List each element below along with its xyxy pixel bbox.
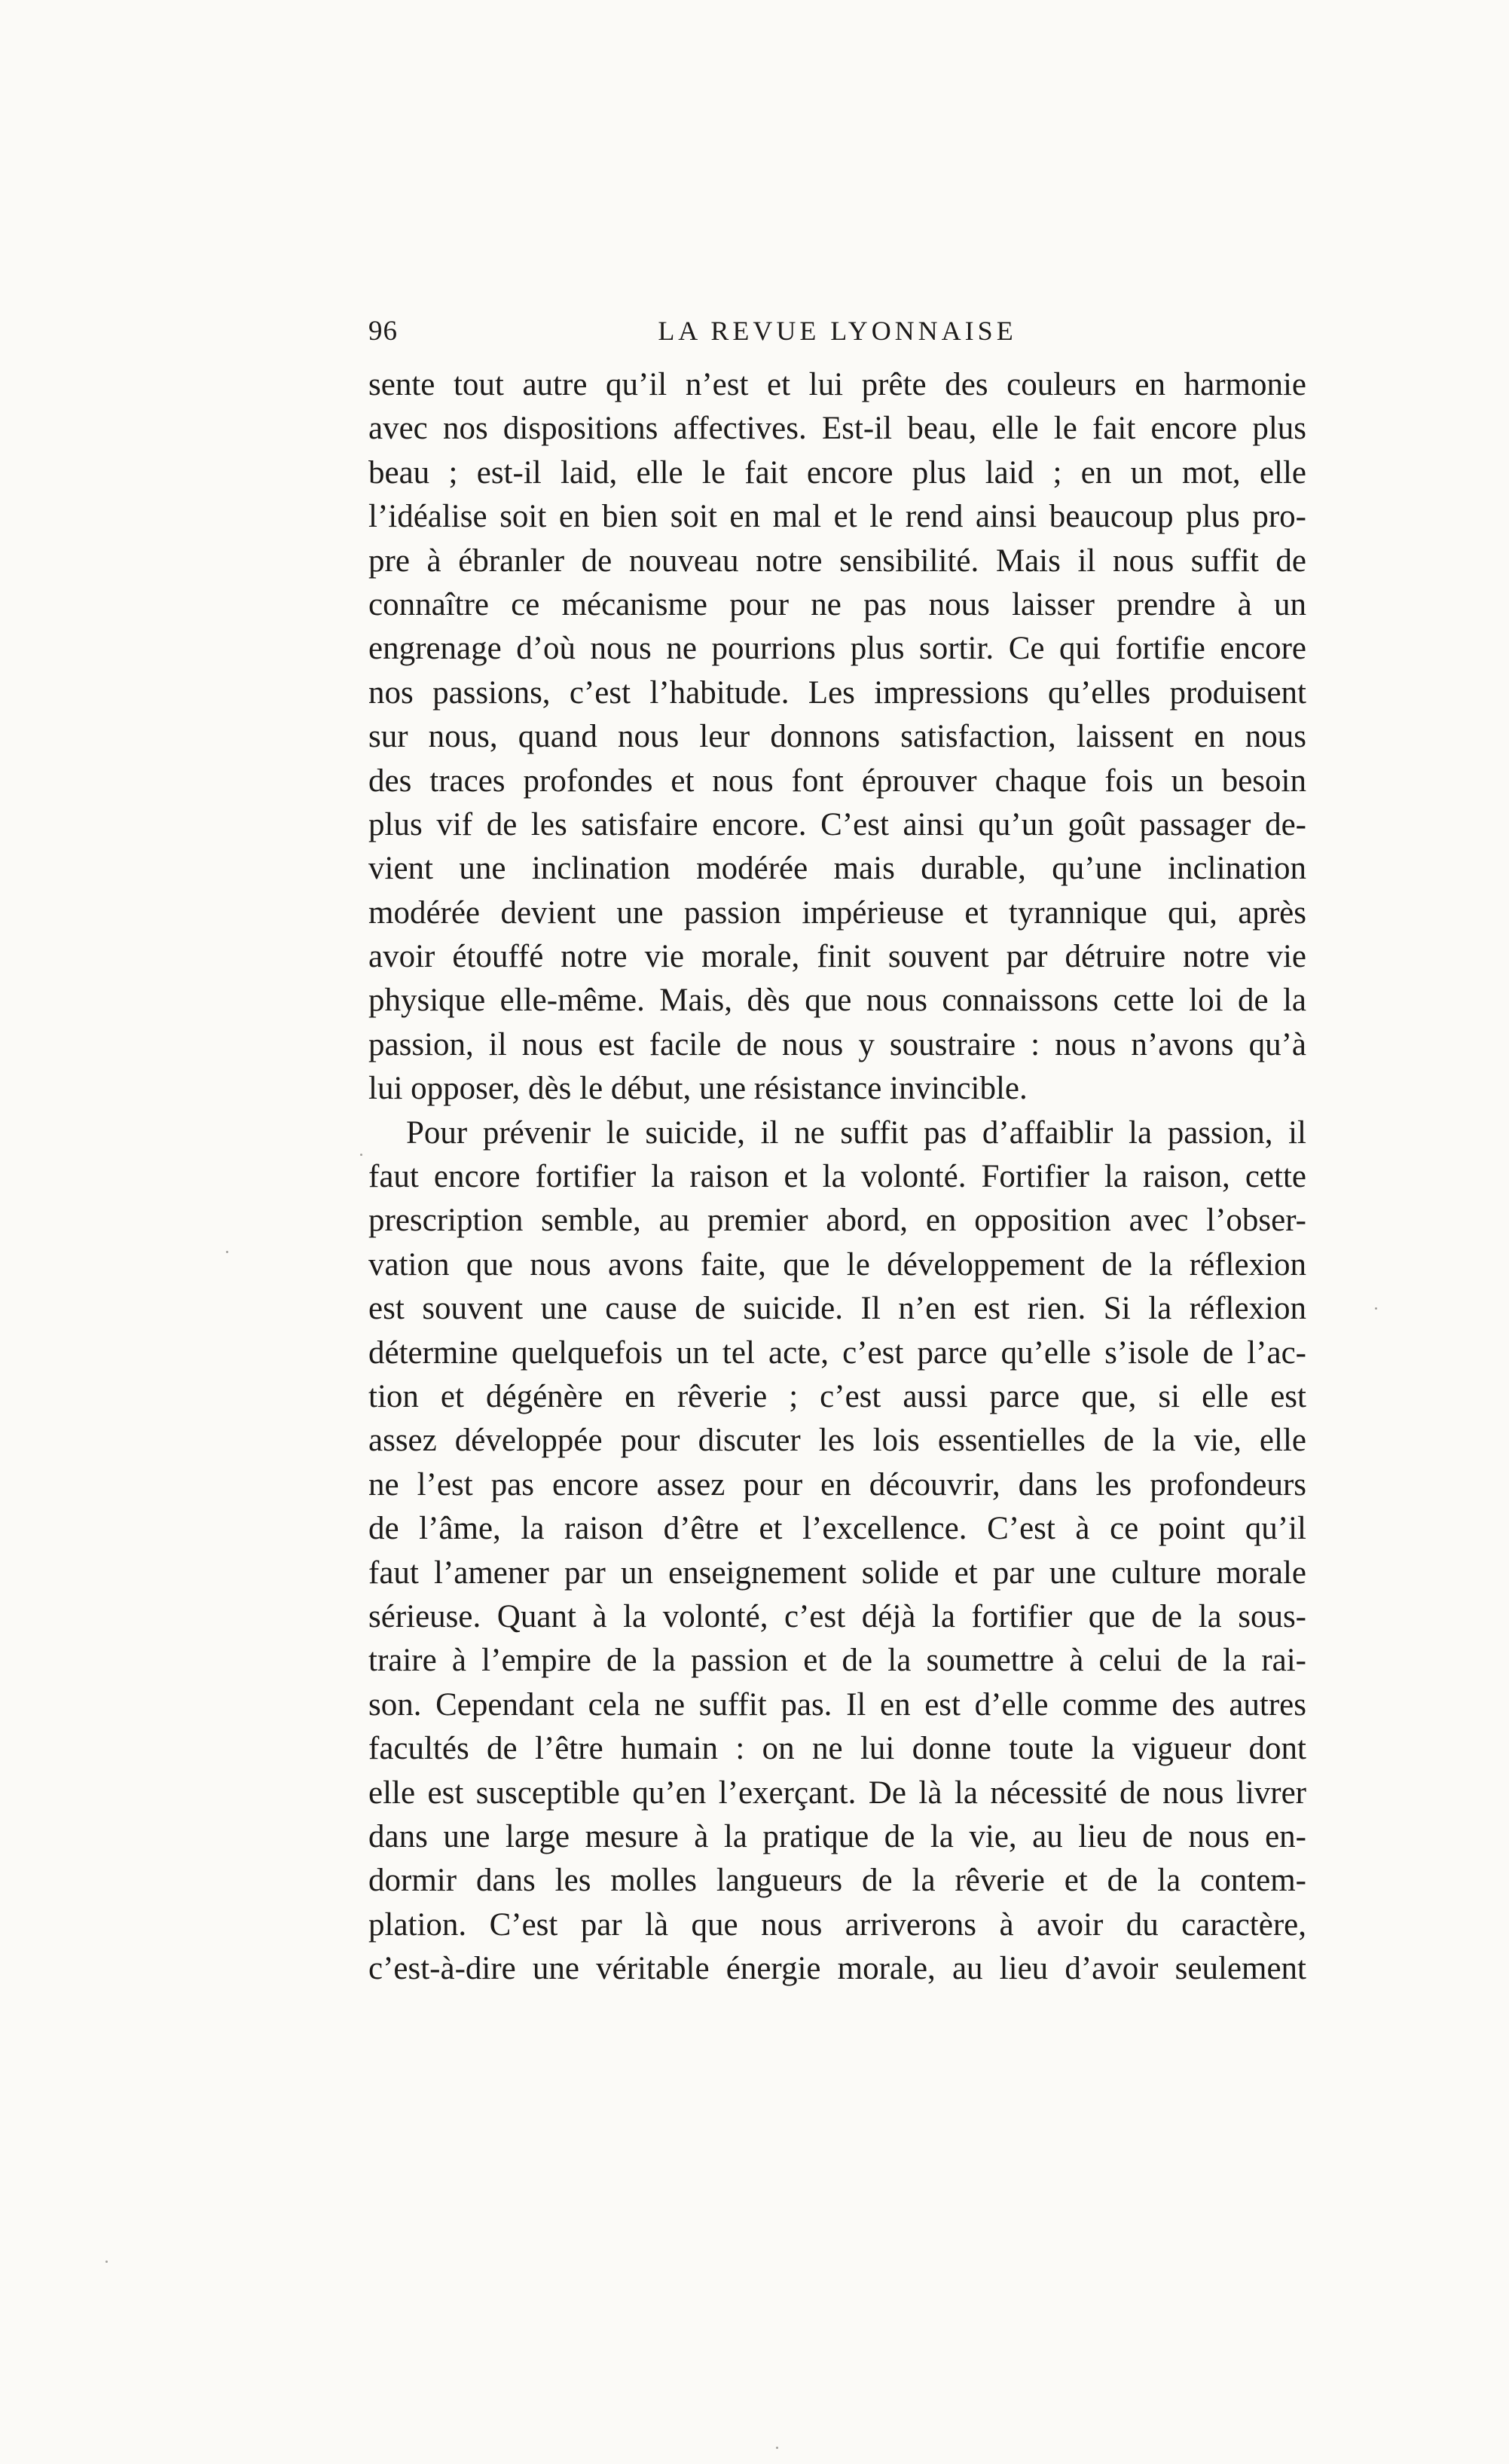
text-line: physique elle-même. Mais, dès que nous connaissons cette loi de la	[368, 983, 1306, 1019]
text-line: beau ; est-il laid, elle le fait encore plus laid ; en un mot, elle	[368, 454, 1306, 491]
text-line: c’est-à-dire une véritable énergie morale, au lieu d’avoir seulement	[368, 1951, 1306, 1987]
text-line: des traces profondes et nous font éprouver chaque fois un besoin	[368, 763, 1306, 799]
text-line: modérée devient une passion impérieuse et tyrannique qui, après	[368, 894, 1306, 931]
text-line: vation que nous avons faite, que le développement de la réflexion	[368, 1246, 1306, 1282]
text-line: sente tout autre qu’il n’est et lui prête des couleurs en harmonie	[368, 367, 1306, 402]
text-line: avoir étouffé notre vie morale, finit souvent par détruire notre vie	[368, 939, 1306, 975]
scan-speck	[226, 1251, 228, 1253]
text-line: de l’âme, la raison d’être et l’excellence. C’est à ce point qu’il	[368, 1511, 1306, 1547]
text-line: elle est susceptible qu’en l’exerçant. De là la nécessité de nous livrer	[368, 1775, 1306, 1811]
text-line: nos passions, c’est l’habitude. Les impressions qu’elles produisent	[368, 674, 1306, 711]
text-line: pre à ébranler de nouveau notre sensibilité. Mais il nous suffit de	[368, 543, 1306, 579]
text-line: facultés de l’être humain : on ne lui donne toute la vigueur dont	[368, 1731, 1306, 1767]
text-line: passion, il nous est facile de nous y soustraire : nous n’avons qu’à	[368, 1026, 1306, 1062]
text-line: faut l’amener par un enseignement solide et par une culture morale	[368, 1555, 1306, 1591]
text-line: l’idéalise soit en bien soit en mal et le rend ainsi beaucoup plus pro-	[368, 499, 1306, 535]
paragraph-2	[368, 1111, 1306, 1992]
body-text	[368, 363, 1306, 1991]
text-line: plus vif de les satisfaire encore. C’est ainsi qu’un goût passager de-	[368, 806, 1306, 842]
text-line: avec nos dispositions affectives. Est-il beau, elle le fait encore plus	[368, 411, 1306, 447]
text-line: sérieuse. Quant à la volonté, c’est déjà la fortifier que de la sous-	[368, 1598, 1306, 1634]
text-line: engrenage d’où nous ne pourrions plus sortir. Ce qui fortifie encore	[368, 631, 1306, 667]
running-head: LA REVUE LYONNAISE	[658, 316, 1017, 346]
scan-speck	[360, 1154, 362, 1156]
text-line: traire à l’empire de la passion et de la soumettre à celui de la rai-	[368, 1643, 1306, 1679]
text-line: faut encore fortifier la raison et la volonté. Fortifier la raison, cette	[368, 1159, 1306, 1195]
text-line: prescription semble, au premier abord, en opposition avec l’obser-	[368, 1203, 1306, 1239]
text-line: est souvent une cause de suicide. Il n’en est rien. Si la réflexion	[368, 1291, 1306, 1327]
text-line: dormir dans les molles langueurs de la rêverie et de la contem-	[368, 1863, 1306, 1899]
text-line: tion et dégénère en rêverie ; c’est aussi parce que, si elle est	[368, 1378, 1306, 1414]
text-line: lui opposer, dès le début, une résistance invincible.	[368, 1071, 1028, 1107]
paragraph-1	[368, 363, 1306, 1111]
text-line: vient une inclination modérée mais durable, qu’une inclination	[368, 851, 1306, 887]
text-line: connaître ce mécanisme pour ne pas nous laisser prendre à un	[368, 586, 1306, 622]
text-line: Pour prévenir le suicide, il ne suffit pas d’affaiblir la passion, il	[406, 1114, 1306, 1151]
page-header	[368, 315, 1306, 359]
text-line: sur nous, quand nous leur donnons satisfaction, laissent en nous	[368, 719, 1306, 755]
text-line: détermine quelquefois un tel acte, c’est parce qu’elle s’isole de l’ac-	[368, 1334, 1306, 1371]
scan-speck	[105, 2261, 108, 2263]
scan-speck	[776, 2447, 778, 2449]
text-line: assez développée pour discuter les lois essentielles de la vie, elle	[368, 1423, 1306, 1459]
text-line: dans une large mesure à la pratique de la vie, au lieu de nous en-	[368, 1818, 1306, 1854]
page-number: 96	[368, 316, 398, 347]
text-line: ne l’est pas encore assez pour en découvrir, dans les profondeurs	[368, 1466, 1306, 1503]
text-line: plation. C’est par là que nous arriverons à avoir du caractère,	[368, 1906, 1306, 1943]
scan-speck	[1375, 1307, 1377, 1310]
text-line: son. Cependant cela ne suffit pas. Il en est d’elle comme des autres	[368, 1686, 1306, 1723]
